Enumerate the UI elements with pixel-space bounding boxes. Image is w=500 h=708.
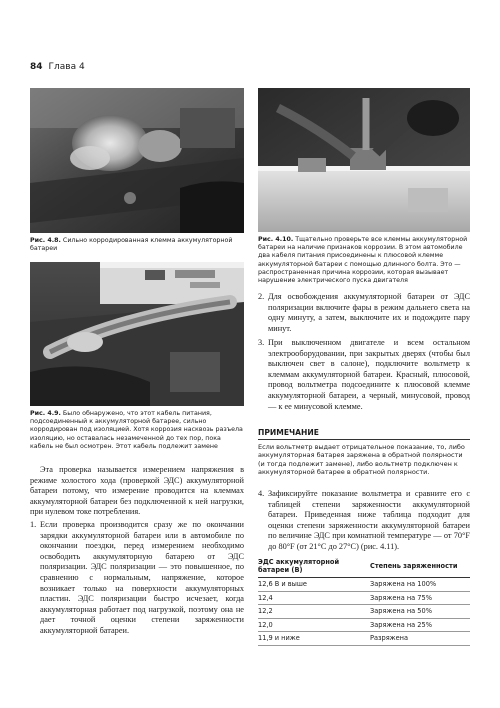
table-cell: Разряжена <box>370 632 470 646</box>
caption-label: Рис. 4.9. <box>30 410 61 417</box>
caption-label: Рис. 4.8. <box>30 237 61 244</box>
list-item-3 <box>258 338 470 412</box>
page-header <box>30 62 85 72</box>
list-item-4 <box>258 489 470 553</box>
figure-4-9-caption <box>30 410 246 451</box>
figure-4-8-caption <box>30 237 246 253</box>
table-cell: Заряжена на 50% <box>370 605 470 619</box>
chapter-title: Глава 4 <box>48 62 85 72</box>
table-cell: Заряжена на 75% <box>370 591 470 605</box>
list-text: Если проверка производится сразу же по окончании зарядки аккумуляторной батареи или в автомобиле по окончании поездки, перед измерением необходимо освободить аккумуляторную батарею от ЭДС поляризации. ЭДС поляризации — это повышенное, по сравнению с нормальным, напряжение, которое возникает только на поверхности аккумуляторных пластин. ЭДС поляризации быстро исчезает, когда аккумуляторная работает под нагрузкой, поэтому она не дает точной оценки степени заряженности аккумуляторной батареи. <box>40 520 244 635</box>
note-text: Если вольтметр выдает отрицательное показание, то, либо аккумуляторная батарея заряжена в обратной полярности (и тогда подлежит замене), либо вольтметр подключен к аккумуляторной батарее в обратной полярности. <box>258 443 465 476</box>
note-box <box>258 428 470 476</box>
list-number: 4. <box>258 489 265 498</box>
list-item-1 <box>30 520 244 637</box>
list-item-2 <box>258 292 470 334</box>
figure-4-10-caption <box>258 236 472 285</box>
caption-text: Тщательно проверьте все клеммы аккумуляторной батареи на наличие признаков коррозии. В этом автомобиле два кабеля питания присоединены к плюсовой клемме аккумуляторной батареи с помощью длинного болта. Это — распространенная причина коррозии, которая вызывает нарушение электрического пуска двигателя <box>258 236 468 285</box>
table-row <box>258 578 470 592</box>
figure-4-10-photo <box>258 88 470 232</box>
list-number: 3. <box>258 338 265 347</box>
list-number: 1. <box>30 520 37 529</box>
intro-paragraph: Эта проверка называется измерением напряжения в режиме холостого хода (проверкой ЭДС) аккумуляторной батареи потому, что измерение проводится на клеммах аккумуляторной батареи без подключенной к ней нагрузки, при нулевом токе потребления. <box>30 465 244 517</box>
table-row <box>258 618 470 632</box>
table-cell: Заряжена на 25% <box>370 618 470 632</box>
table-cell: 12,2 <box>258 605 370 619</box>
table-cell: 12,4 <box>258 591 370 605</box>
note-title: ПРИМЕЧАНИЕ <box>258 428 470 440</box>
list-text: При выключенном двигателе и всем остальном электрооборудовании, при закрытых дверях (чтобы был выключен свет в салоне), подключите вольтметр к клеммам аккумуляторной батареи. Красный, плюсовой, провод вольтметра подсоедините к плюсовой клемме аккумуляторной батареи, а черный, минусовой, провод — к ее минусовой клемме. <box>268 338 470 411</box>
table-cell: 12,0 <box>258 618 370 632</box>
table-row <box>258 591 470 605</box>
table-cell: 11,9 и ниже <box>258 632 370 646</box>
table-header-row <box>258 556 470 578</box>
page-number: 84 <box>30 62 43 72</box>
figure-4-9-photo <box>30 262 244 406</box>
table-row <box>258 632 470 646</box>
column-header-charge: Степень заряженности <box>370 556 470 578</box>
column-header-emf: ЭДС аккумуляторной батареи (В) <box>258 556 370 578</box>
charge-table <box>258 556 470 646</box>
table-row <box>258 605 470 619</box>
figure-4-8-photo <box>30 88 244 233</box>
list-text: Зафиксируйте показание вольтметра и сравните его с таблицей степени заряженности аккумуляторной батареи. Приведенная ниже таблица подходит для оценки степени заряженности аккумуляторной батареи по величине ЭДС при комнатной температуре — от 70°F до 80°F (от 21°С до 27°С) (рис. 4.11). <box>268 489 470 551</box>
caption-text: Сильно корродированная клемма аккумуляторной батареи <box>30 237 233 253</box>
caption-text: Было обнаружено, что этот кабель питания, подсоединенный к аккумуляторной батарее, сильно корродирован под изоляцией. Хотя коррозия насквозь разъела изоляцию, но оставалась незамеченной до тех пор, пока кабель не был осмотрен. Этот кабель подлежит замене <box>30 410 243 450</box>
list-number: 2. <box>258 292 265 301</box>
table-cell: Заряжена на 100% <box>370 578 470 592</box>
list-text: Для освобождения аккумуляторной батареи от ЭДС поляризации включите фары в режим дальнего света на одну минуту, а затем, выключите их и подождите пару минут. <box>268 292 470 333</box>
table-cell: 12,6 В и выше <box>258 578 370 592</box>
caption-label: Рис. 4.10. <box>258 236 294 243</box>
